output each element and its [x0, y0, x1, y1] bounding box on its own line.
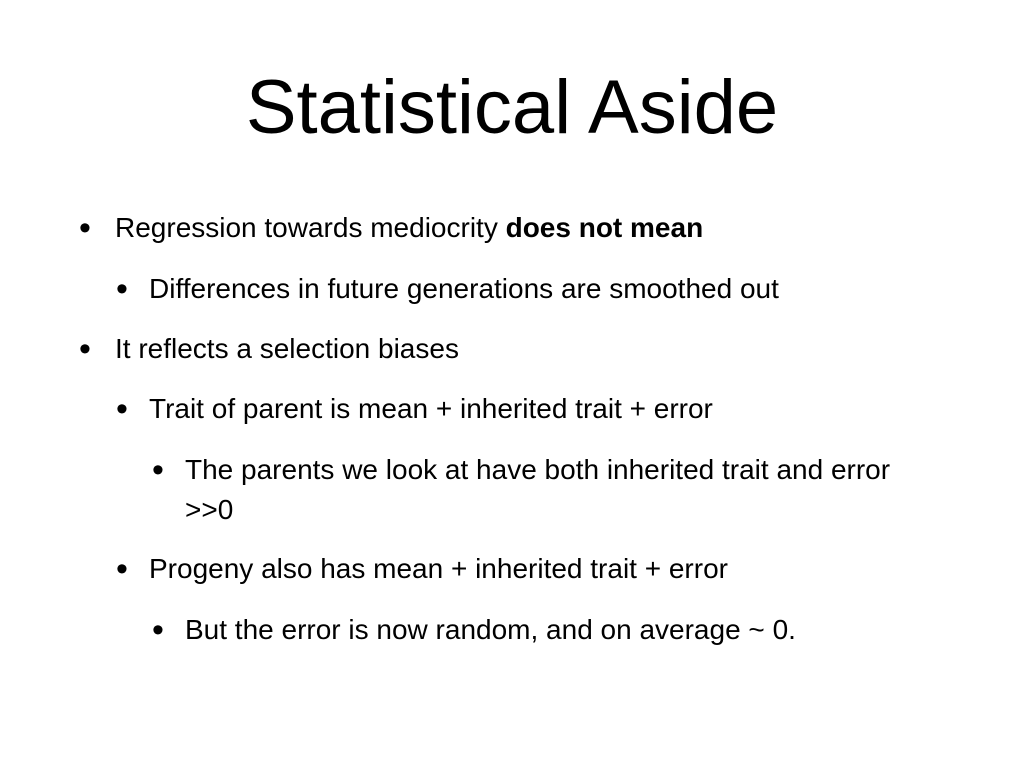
bullet-dot: •: [116, 550, 128, 588]
bullet-dot: •: [152, 451, 164, 489]
bullet-bold-text: does not mean: [505, 212, 704, 243]
bullet-text: But the error is now random, and on average ~ 0.: [185, 614, 796, 645]
bullet-dot: •: [79, 330, 91, 368]
bullet-item: [116, 269, 779, 309]
bullet-dot: •: [116, 390, 128, 428]
bullet-item: [116, 389, 713, 429]
bullet-text: It reflects a selection biases: [115, 333, 459, 364]
bullet-item: [152, 450, 945, 530]
slide-title: Statistical Aside: [245, 65, 779, 150]
bullet-text: Regression towards mediocrity: [115, 212, 506, 243]
bullet-item: [79, 208, 704, 248]
bullet-text: Trait of parent is mean + inherited trait + error: [149, 393, 713, 424]
bullet-dot: •: [152, 611, 164, 649]
bullet-text: Progeny also has mean + inherited trait + error: [149, 553, 728, 584]
bullet-item: [116, 549, 728, 589]
bullet-item: [79, 329, 459, 369]
bullet-dot: •: [79, 209, 91, 247]
bullet-item: [152, 610, 796, 650]
bullet-dot: •: [116, 270, 128, 308]
bullet-text: The parents we look at have both inherited trait and error >>0: [185, 454, 891, 525]
bullet-text: Differences in future generations are smoothed out: [149, 273, 779, 304]
